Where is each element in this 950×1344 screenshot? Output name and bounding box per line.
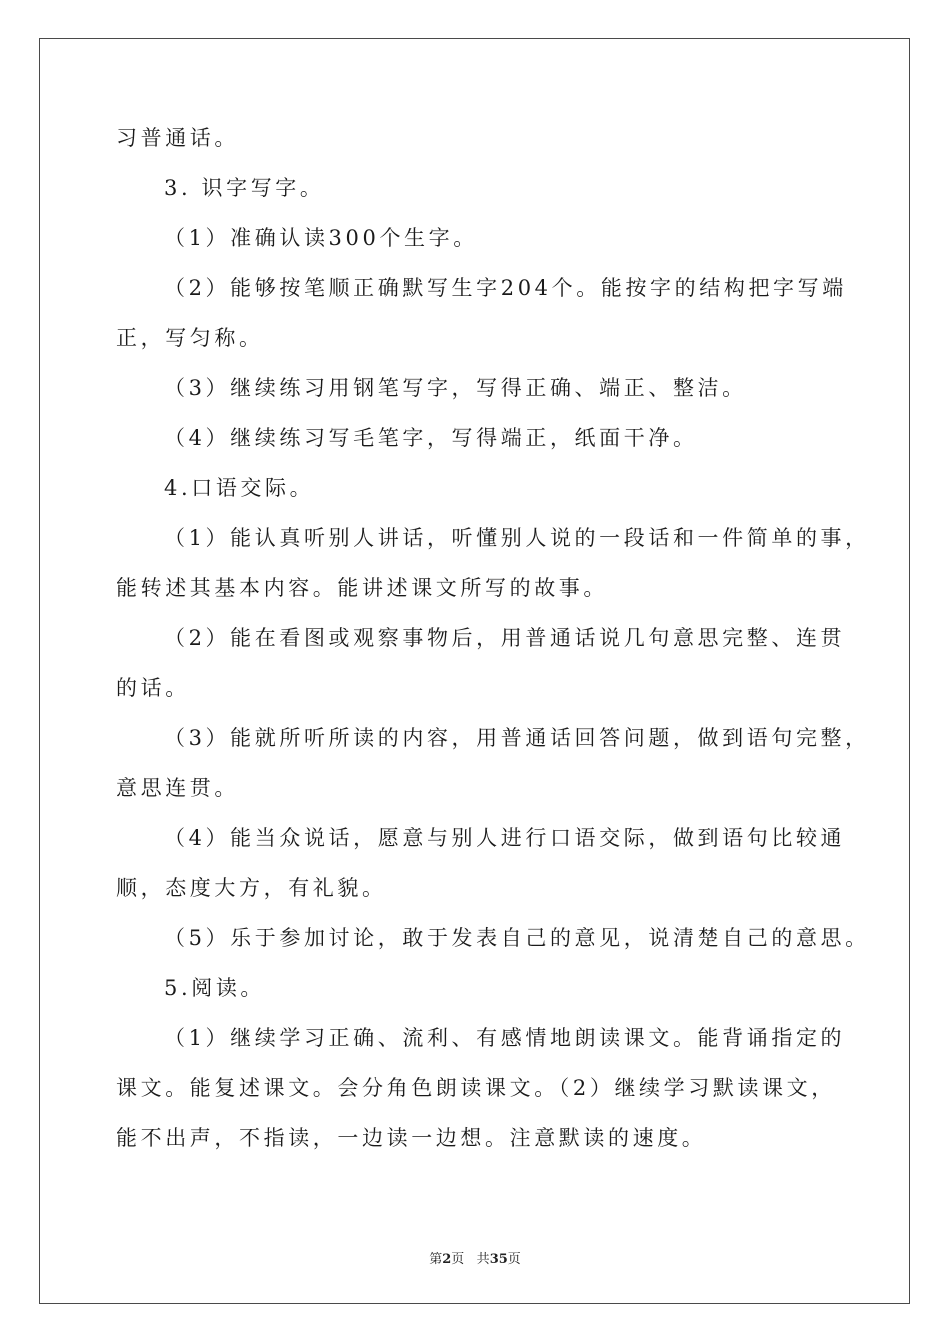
text-line: （4）继续练习写毛笔字，写得端正，纸面干净。 [164,426,698,450]
footer-prefix: 第 [429,1252,443,1267]
footer-total-pages: 35 [489,1252,508,1267]
text-line: （1）继续学习正确、流利、有感情地朗读课文。能背诵指定的 [164,1026,846,1050]
text-line: 能不出声，不指读，一边读一边想。注意默读的速度。 [116,1126,707,1150]
text-line: 的话。 [116,676,190,700]
text-line: （3）能就所听所读的内容，用普通话回答问题，做到语句完整， [164,726,870,750]
text-line: （2）能够按笔顺正确默写生字204个。能按字的结构把字写端 [164,276,847,300]
section-heading: 3. 识字写字。 [164,176,325,200]
footer-total-suffix: 页 [507,1252,521,1267]
text-line: （4）能当众说话，愿意与别人进行口语交际，做到语句比较通 [164,826,846,850]
footer-total-prefix: 共 [476,1252,490,1267]
text-line: （3）继续练习用钢笔写字，写得正确、端正、整洁。 [164,376,747,400]
section-heading: 5.阅读。 [164,976,266,1000]
text-line: 意思连贯。 [116,776,239,800]
text-line: （1）准确认读300个生字。 [164,226,478,250]
footer-page-number: 2 [442,1252,452,1267]
text-line: 能转述其基本内容。能讲述课文所写的故事。 [116,576,608,600]
text-line: （1）能认真听别人讲话，听懂别人说的一段话和一件简单的事， [164,526,870,550]
section-heading: 4.口语交际。 [164,476,315,500]
text-line: （5）乐于参加讨论，敢于发表自己的意见，说清楚自己的意思。 [164,926,870,950]
text-line: 课文。能复述课文。会分角色朗读课文。（2）继续学习默读课文， [116,1076,836,1100]
text-line: 正，写匀称。 [116,326,264,350]
text-line: 习普通话。 [116,126,239,150]
page-footer [0,1248,950,1267]
text-line: 顺，态度大方，有礼貌。 [116,876,387,900]
text-line: （2）能在看图或观察事物后，用普通话说几句意思完整、连贯 [164,626,846,650]
footer-page-suffix: 页 [451,1252,465,1267]
